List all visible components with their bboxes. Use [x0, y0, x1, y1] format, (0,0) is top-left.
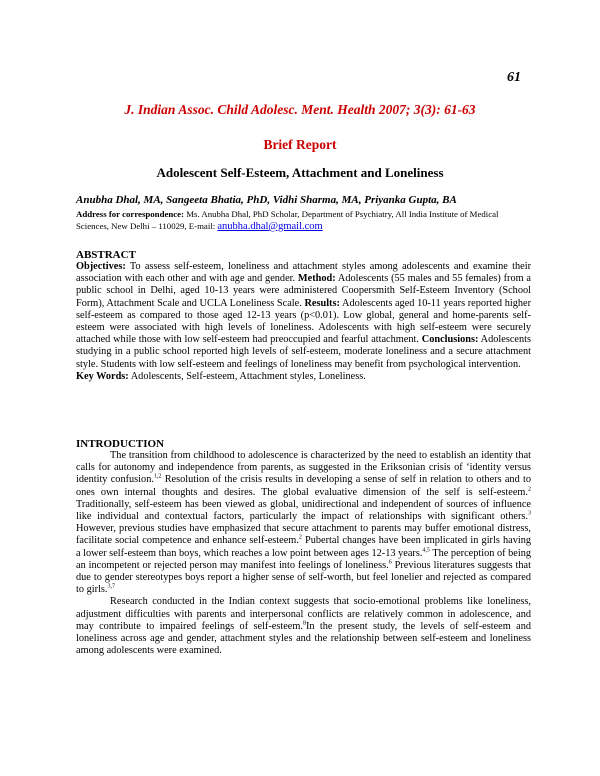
abstract-section [76, 249, 531, 383]
intro-p1-text: The perception of being an incompetent or rejected person may manifest into feelings of loneliness. [76, 547, 531, 571]
correspondence-label: Address for correspondence: [76, 209, 184, 219]
objectives-text: To assess self-esteem, loneliness and attachment styles among adolescents and examine their association with each other and with age and gender. [76, 261, 531, 285]
correspondence-address [76, 208, 531, 233]
page-number: 61 [507, 70, 521, 85]
keywords-text: Adolescents, Self-esteem, Attachment styles, Loneliness. [128, 370, 366, 382]
method-label: Method: [297, 273, 336, 285]
results-label: Results: [304, 297, 340, 309]
article-title: Adolescent Self-Esteem, Attachment and Loneliness [156, 165, 444, 180]
conclusions-label: Conclusions: [421, 334, 479, 346]
introduction-paragraph-1 [76, 450, 531, 596]
intro-p1-text: Pubertal changes have been implicated in girls having a lower self-esteem than boys, which reaches a low point between ages 12-13 years. [76, 535, 532, 559]
introduction-heading: INTRODUCTION [76, 438, 165, 450]
abstract-body [76, 261, 531, 371]
citation-ref: 4,5 [422, 547, 430, 554]
citation-ref: 6 [388, 559, 392, 566]
introduction-section [76, 438, 531, 657]
intro-p1-text: The transition from childhood to adolescence is characterized by the need to establish an identity that calls for autonomy and independence from parents, as suggested in the Eriksonian crisis of ‘identity versus identity confusion. [76, 450, 531, 486]
intro-p2-text: In the present study, the levels of self-esteem and loneliness across age and gender, attachment styles and the relationship between self-esteem and loneliness among adolescents were examined. [76, 620, 531, 657]
introduction-paragraph-2 [76, 596, 531, 657]
conclusions-text: Adolescents studying in a public school reported high levels of self-esteem, moderate loneliness and a secure attachment style. Students with low self-esteem and feelings of loneliness may benefit from psychological intervention. [76, 334, 531, 370]
intro-p2-text: Research conducted in the Indian context suggests that socio-emotional problems like loneliness, adjustment difficulties with parents and interpersonal conflicts are relatively common in adolescence, and may contribute to impaired feelings of self-esteem. [76, 596, 531, 632]
author-list: Anubha Dhal, MA, Sangeeta Bhatia, PhD, Vidhi Sharma, MA, Priyanka Gupta, BA [76, 194, 457, 206]
intro-p1-text: Resolution of the crisis results in developing a sense of self in relation to others and to ones own internal thoughts and desires. The global evaluative dimension of the self is self-esteem. [76, 474, 532, 498]
citation-ref: 3,7 [107, 583, 115, 590]
objectives-label: Objectives: [76, 261, 126, 272]
citation-ref: 3 [528, 510, 531, 517]
citation-ref: 2 [528, 486, 531, 493]
abstract-heading: ABSTRACT [76, 249, 136, 261]
keywords [76, 371, 531, 383]
correspondence-text: Ms. Anubha Dhal, PhD Scholar, Department of Psychiatry, All India Institute of Medical Sciences, New Delhi – 110029, E-mail: [76, 209, 499, 231]
report-type: Brief Report [263, 137, 337, 152]
journal-citation: J. Indian Assoc. Child Adolesc. Ment. Health 2007; 3(3): 61-63 [124, 102, 476, 117]
method-text: Adolescents (55 males and 55 females) from a public school in Delhi, aged 10-13 years were administered Coopersmith Self-Esteem Inventory (School Form), Attachment Scale and UCLA Loneliness Scale. [76, 273, 532, 309]
results-text: Adolescents aged 10-11 years reported higher self-esteem as compared to those aged 12-13 years (p<0.01). Low global, general and home-parents self-esteem were associated with high levels of loneliness. Adolescents with high self-esteem were securely attached while those with low self-esteem had preoccupied and fearful attachment. [76, 297, 531, 346]
citation-ref: 2 [298, 535, 302, 541]
citation-ref: 1,2 [153, 473, 162, 480]
intro-p1-text: However, previous studies have emphasized that secure attachment to parents may buffer emotional distress, facilitate social competence and enhance self-esteem. [76, 523, 531, 547]
intro-p1-text: Previous literatures suggests that due to gender stereotypes boys report a higher sense of self-worth, but feel lonelier and rejected as compared to girls. [76, 559, 531, 596]
intro-p1-text: Traditionally, self-esteem has been viewed as global, unidirectional and independent of sources of influence like individual and contextual factors, particularly the impact of relationships with significant others. [76, 498, 531, 523]
citation-ref: 8 [302, 620, 306, 627]
keywords-label: Key Words: [76, 370, 129, 382]
email-link[interactable]: anubha.dhal@gmail.com [217, 221, 323, 232]
